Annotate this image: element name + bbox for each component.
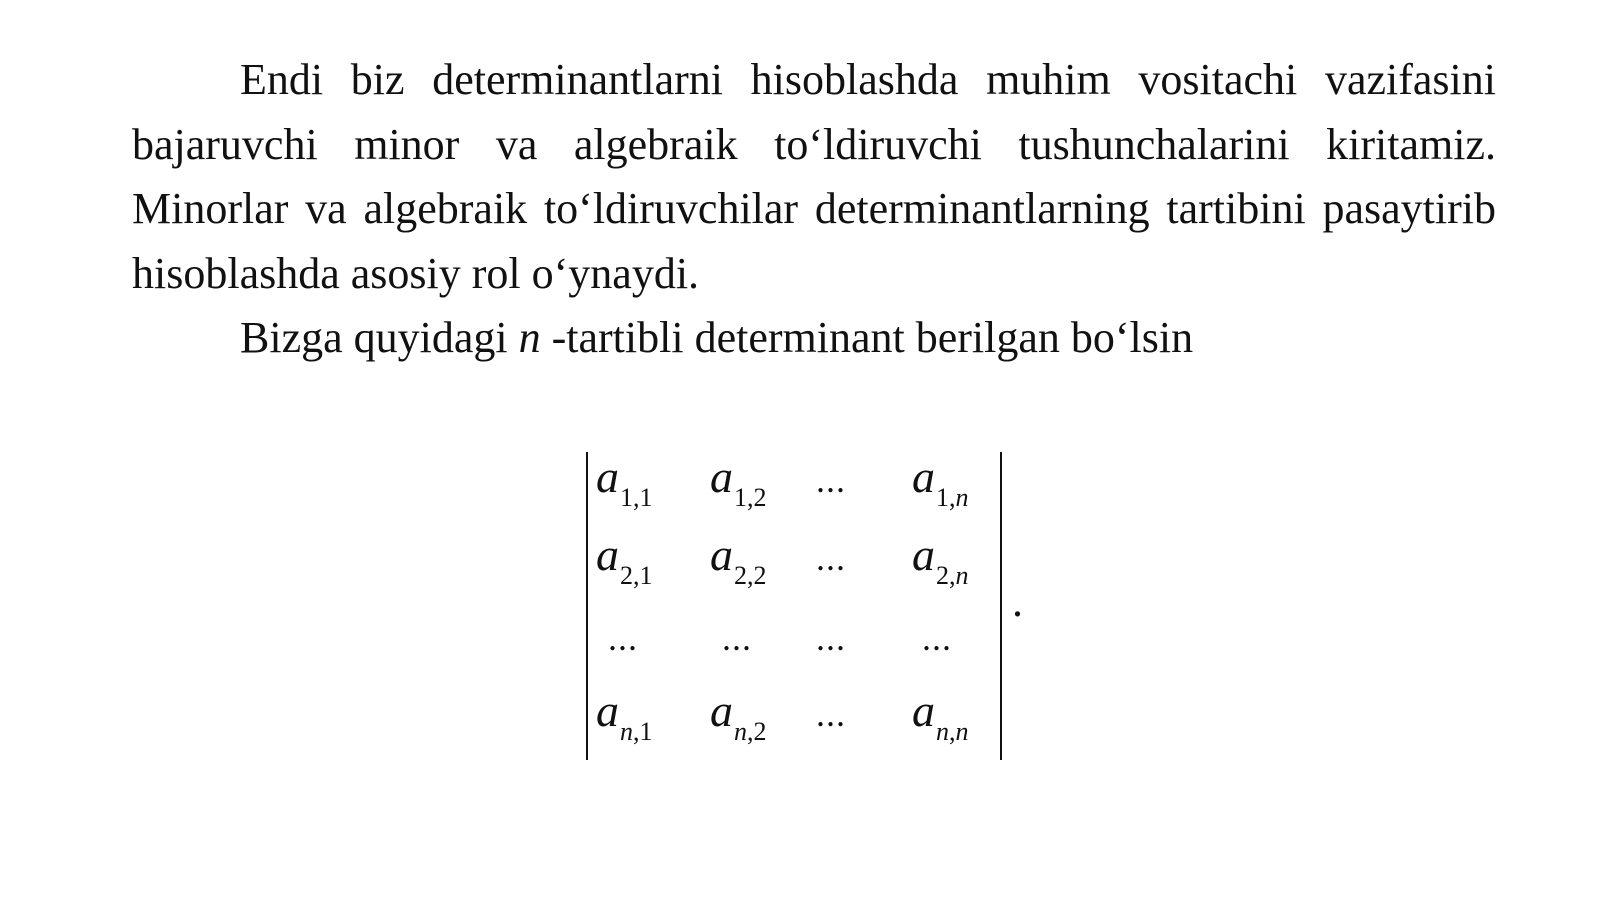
element-base: a xyxy=(596,451,619,502)
matrix-ellipsis: ... xyxy=(816,694,846,734)
element-base: a xyxy=(710,685,733,736)
element-base: a xyxy=(912,685,935,736)
matrix-element xyxy=(596,685,653,746)
matrix-element xyxy=(596,529,653,590)
element-subscript: 2,1 xyxy=(620,561,653,590)
determinant-period: . xyxy=(1012,577,1023,626)
element-subscript: n,1 xyxy=(620,717,653,746)
element-subscript: 2,2 xyxy=(734,561,767,590)
matrix-element xyxy=(912,685,969,746)
matrix-element xyxy=(912,451,969,512)
paragraph-text-after: -tartibli determinant berilgan bo‘lsin xyxy=(540,313,1194,362)
matrix-ellipsis: ... xyxy=(816,618,846,658)
matrix-ellipsis: ... xyxy=(722,618,752,658)
element-subscript: 1,1 xyxy=(620,483,653,512)
matrix-ellipsis: ... xyxy=(922,618,952,658)
element-subscript: n,n xyxy=(936,717,969,746)
element-subscript: 2,n xyxy=(936,561,969,590)
element-base: a xyxy=(912,451,935,502)
matrix-ellipsis: ... xyxy=(816,460,846,500)
variable-n: n xyxy=(518,313,541,362)
determinant-left-bar xyxy=(586,452,588,760)
element-base: a xyxy=(710,529,733,580)
matrix-ellipsis: ... xyxy=(608,618,638,658)
element-subscript: 1,n xyxy=(936,483,969,512)
determinant-matrix xyxy=(586,452,1002,760)
matrix-element xyxy=(912,529,969,590)
paragraph-text-before: Bizga quyidagi xyxy=(240,313,519,362)
matrix-element xyxy=(596,451,653,512)
matrix-element xyxy=(710,685,767,746)
paragraph-determinant-intro xyxy=(132,306,1496,371)
element-base: a xyxy=(912,529,935,580)
element-base: a xyxy=(596,685,619,736)
matrix-element xyxy=(710,451,767,512)
element-subscript: n,2 xyxy=(734,717,767,746)
element-base: a xyxy=(596,529,619,580)
matrix-element xyxy=(710,529,767,590)
paragraph-intro: Endi biz determinantlarni hisoblashda muhim vositachi vazifasini bajaruvchi minor va algebraik to‘ldiruvchi tushunchalarini kiritamiz. Minorlar va algebraik to‘ldiruvchilar determinantlarning tartibini pasaytirib hisoblashda asosiy rol o‘ynaydi. xyxy=(132,55,1496,298)
determinant-right-bar xyxy=(1000,452,1002,760)
matrix-ellipsis: ... xyxy=(816,538,846,578)
element-base: a xyxy=(710,451,733,502)
document-text xyxy=(132,48,1496,371)
element-subscript: 1,2 xyxy=(734,483,767,512)
